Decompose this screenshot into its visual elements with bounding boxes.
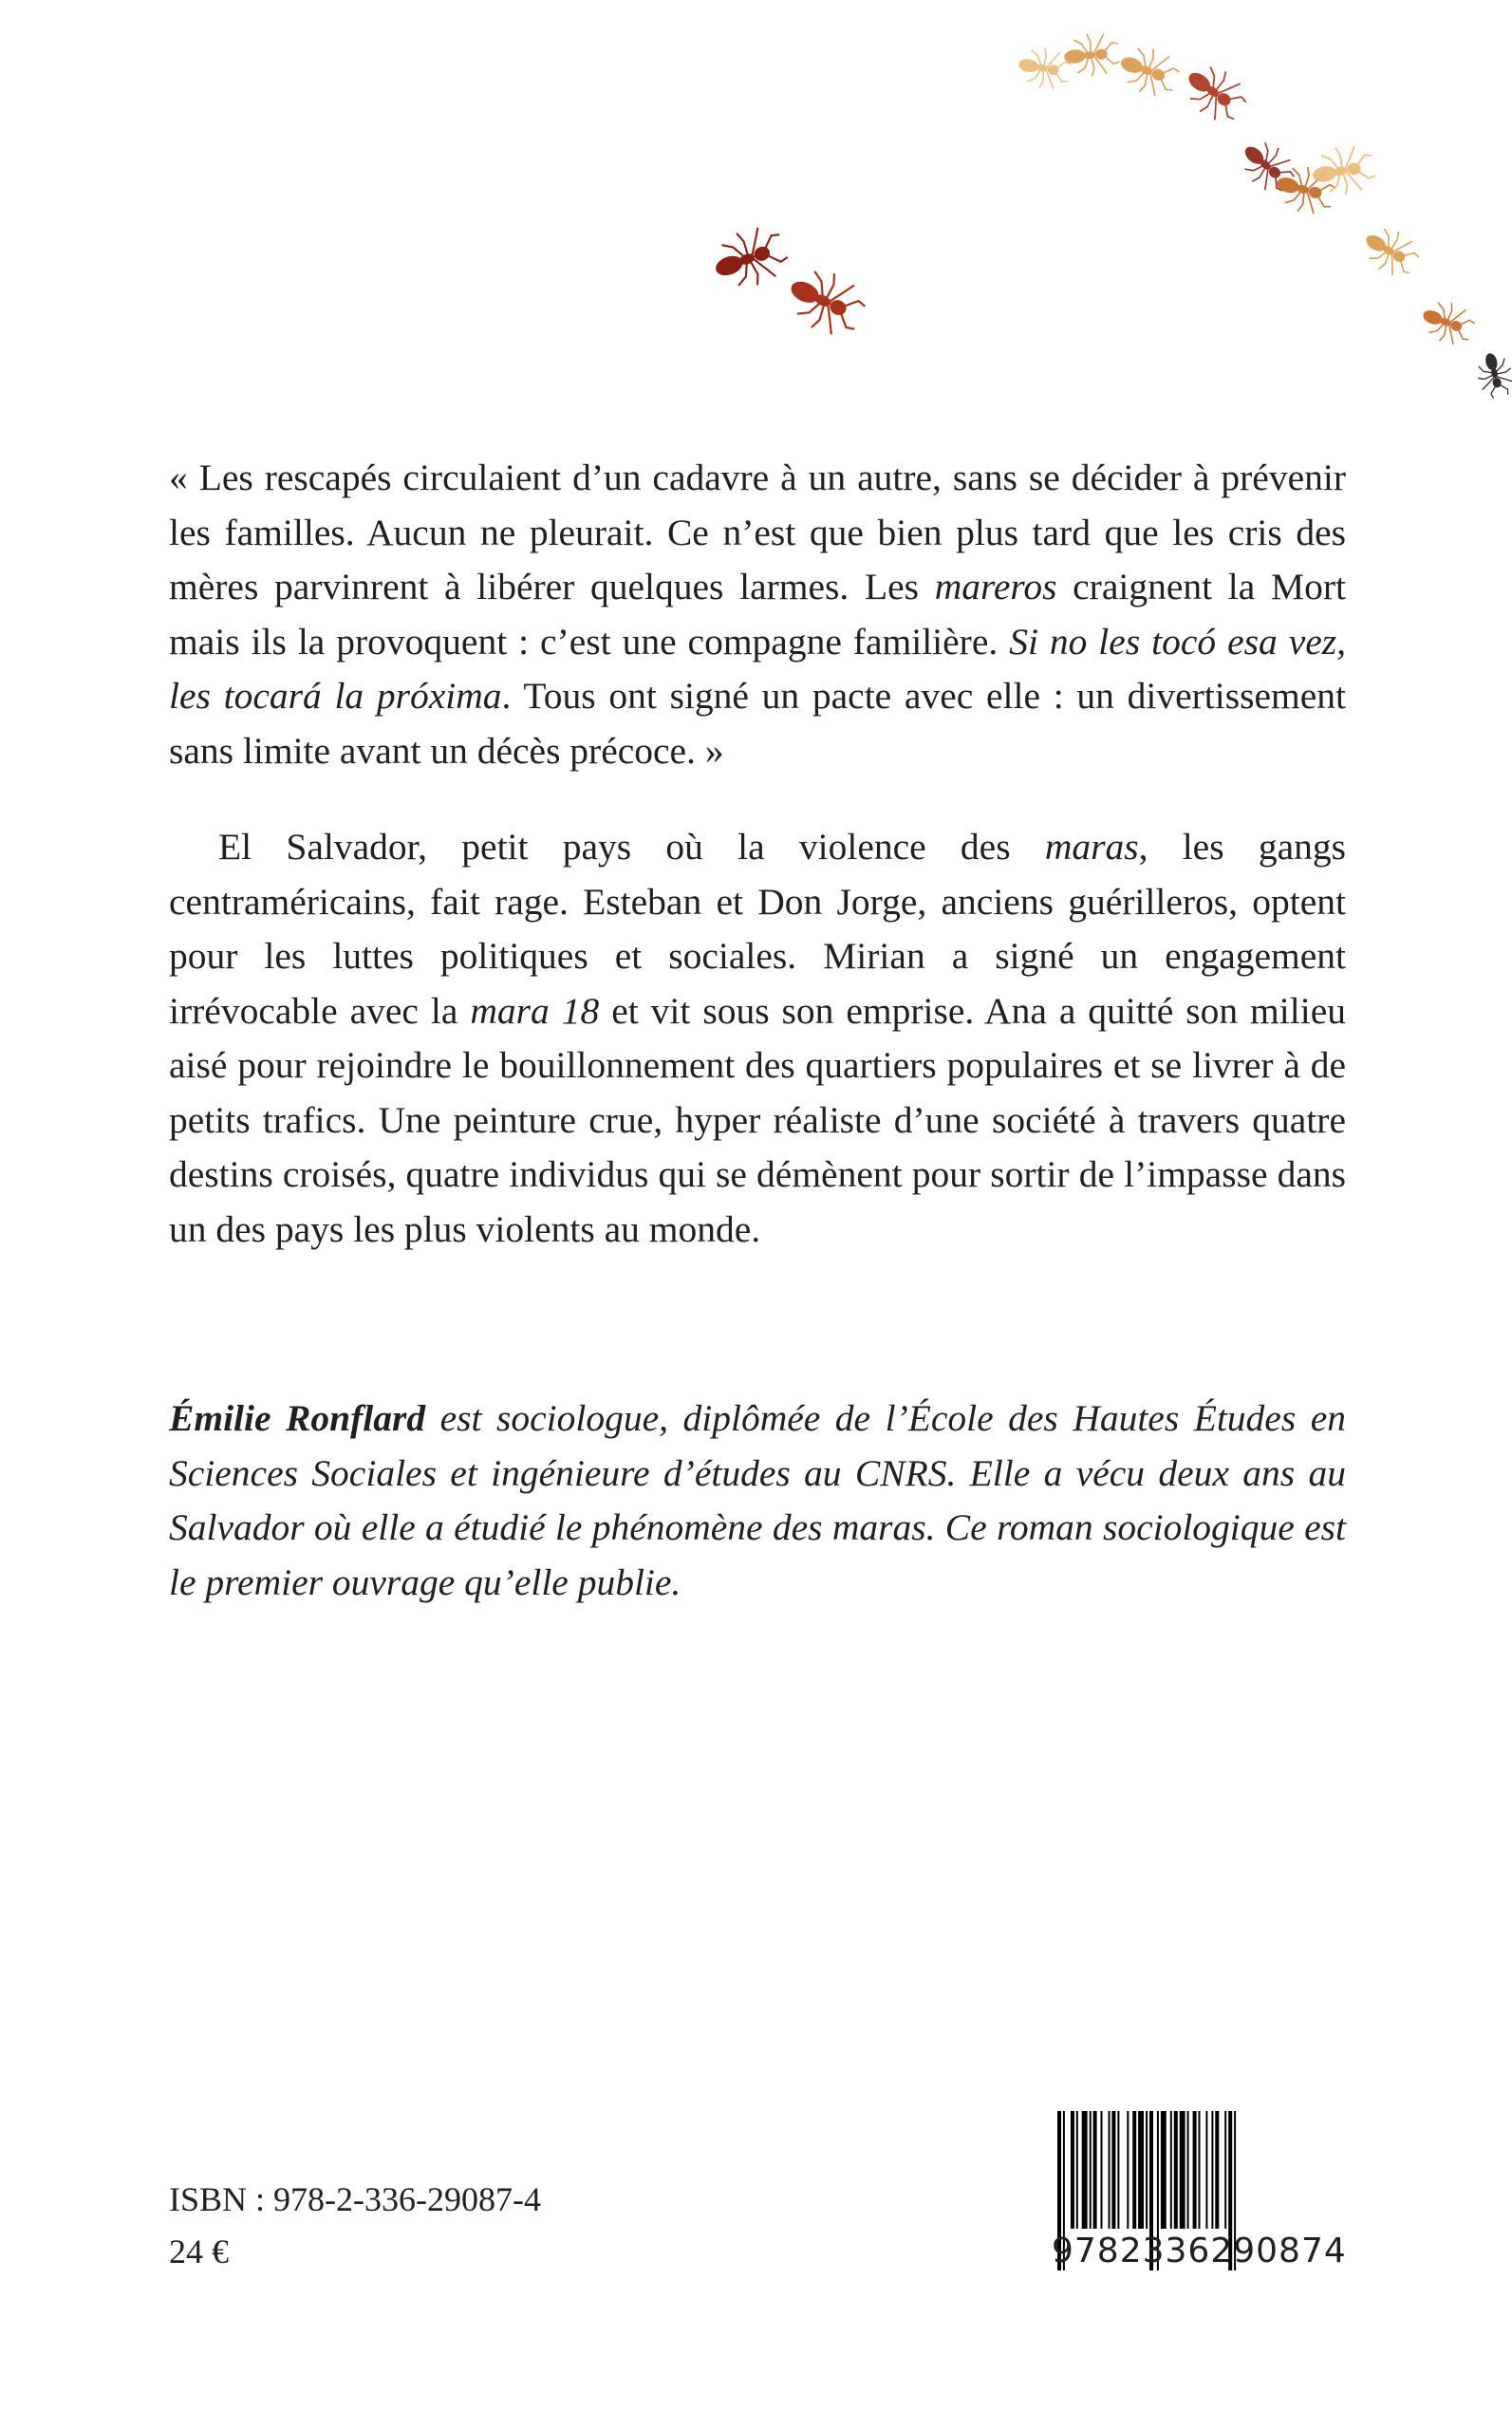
- barcode-bar: [1109, 2111, 1111, 2229]
- ant-icon: [706, 219, 793, 296]
- barcode-bar: [1071, 2111, 1074, 2229]
- quote-line-2: les familles. Aucun ne pleurait. Ce n’est que bien plus tard que les cris des: [169, 511, 1346, 553]
- ant-icon: [1113, 40, 1184, 103]
- barcode-bar: [1170, 2111, 1172, 2229]
- ant-icon: [1416, 295, 1478, 350]
- barcode-bar: [1205, 2111, 1207, 2229]
- barcode-bar: [1093, 2111, 1097, 2229]
- barcode-bar: [1187, 2111, 1189, 2229]
- ant-icon: [1356, 219, 1425, 284]
- barcode-bar: [1090, 2111, 1092, 2229]
- ant-icon: [1016, 45, 1073, 93]
- quote-line-1: « Les rescapés circulaient d’un cadavre à un autre, sans se décider à prévenir: [169, 457, 1346, 498]
- italic-mareros: mareros: [934, 566, 1057, 607]
- barcode-bar: [1215, 2111, 1219, 2229]
- barcode-bar: [1117, 2111, 1119, 2229]
- barcode-bar: [1138, 2111, 1144, 2229]
- barcode-bar: [1211, 2111, 1213, 2229]
- barcode-bar: [1111, 2111, 1115, 2229]
- ant-icon: [1176, 56, 1254, 130]
- italic-spanish-phrase-2: les tocará la próxima: [169, 675, 502, 717]
- barcode-bar: [1193, 2111, 1197, 2229]
- quote-line-3: mères parvinrent à libérer quelques larmes. Les mareros craignent la Mort: [169, 566, 1346, 607]
- quote-line-6: sans limite avant un décès précoce. »: [169, 729, 724, 772]
- author-bio: [169, 1392, 1346, 1610]
- author-bio-text: est sociologue, diplômée de l’École des Hautes Études en Sciences Sociales et ingénieure d’études au CNRS. Elle a vécu deux ans au Salvador où elle a étudié le phénomène des maras. Ce roman sociologique est le premier ouvrage qu’elle publie.: [169, 1397, 1347, 1603]
- italic-mara-18: mara 18: [470, 989, 600, 1032]
- ant-icon: [1062, 31, 1120, 79]
- barcode-bar: [1127, 2111, 1129, 2229]
- barcode-digits: 9782336290874: [1052, 2232, 1347, 2270]
- italic-maras: maras: [1044, 826, 1139, 868]
- barcode-bar: [1180, 2111, 1185, 2229]
- barcode-bar: [1146, 2111, 1148, 2229]
- barcode-bar: [1076, 2111, 1078, 2229]
- barcode-bar: [1224, 2111, 1226, 2229]
- synopsis-paragraph: El Salvador, petit pays où la violence des maras, les gangs centraméricains, fait rage. Esteban et Don Jorge, anciens guérilleros, optent pour les luttes politiques et sociales. Mirian a signé un engagement irrévocable avec la mara 18 et vit sous son emprise. Ana a quitté son milieu aisé pour rejoindre le bouillonnement des quartiers populaires et se livrer à de petits trafics. Une peinture crue, hyper réaliste d’une société à travers quatre destins croisés, quatre individus qui se démènent pour sortir de l’impasse dans un des pays les plus violents au monde.: [169, 826, 1346, 1250]
- ants-illustration: [0, 0, 1512, 418]
- barcode-bar: [1082, 2111, 1088, 2229]
- ant-icon: [779, 259, 872, 344]
- italic-spanish-phrase-1: Si no les tocó esa vez,: [1009, 620, 1346, 663]
- author-name: Émilie Ronflard: [169, 1397, 426, 1439]
- back-cover-quote: [169, 451, 1346, 778]
- barcode-bar: [1132, 2111, 1136, 2229]
- barcode-bar: [1101, 2111, 1103, 2229]
- quote-line-4: mais ils la provoquent : c’est une compagne familière. Si no les tocó esa vez,: [169, 620, 1346, 663]
- barcode-bar: [1161, 2111, 1167, 2229]
- quote-line-5: les tocará la próxima. Tous ont signé un pacte avec elle : un divertissement: [169, 675, 1346, 717]
- ant-icon: [1472, 349, 1512, 402]
- barcode-bar: [1174, 2111, 1178, 2229]
- barcode-bar: [1199, 2111, 1201, 2229]
- isbn-text: ISBN : 978-2-336-29087-4: [169, 2180, 541, 2218]
- price-text: 24 €: [169, 2233, 229, 2270]
